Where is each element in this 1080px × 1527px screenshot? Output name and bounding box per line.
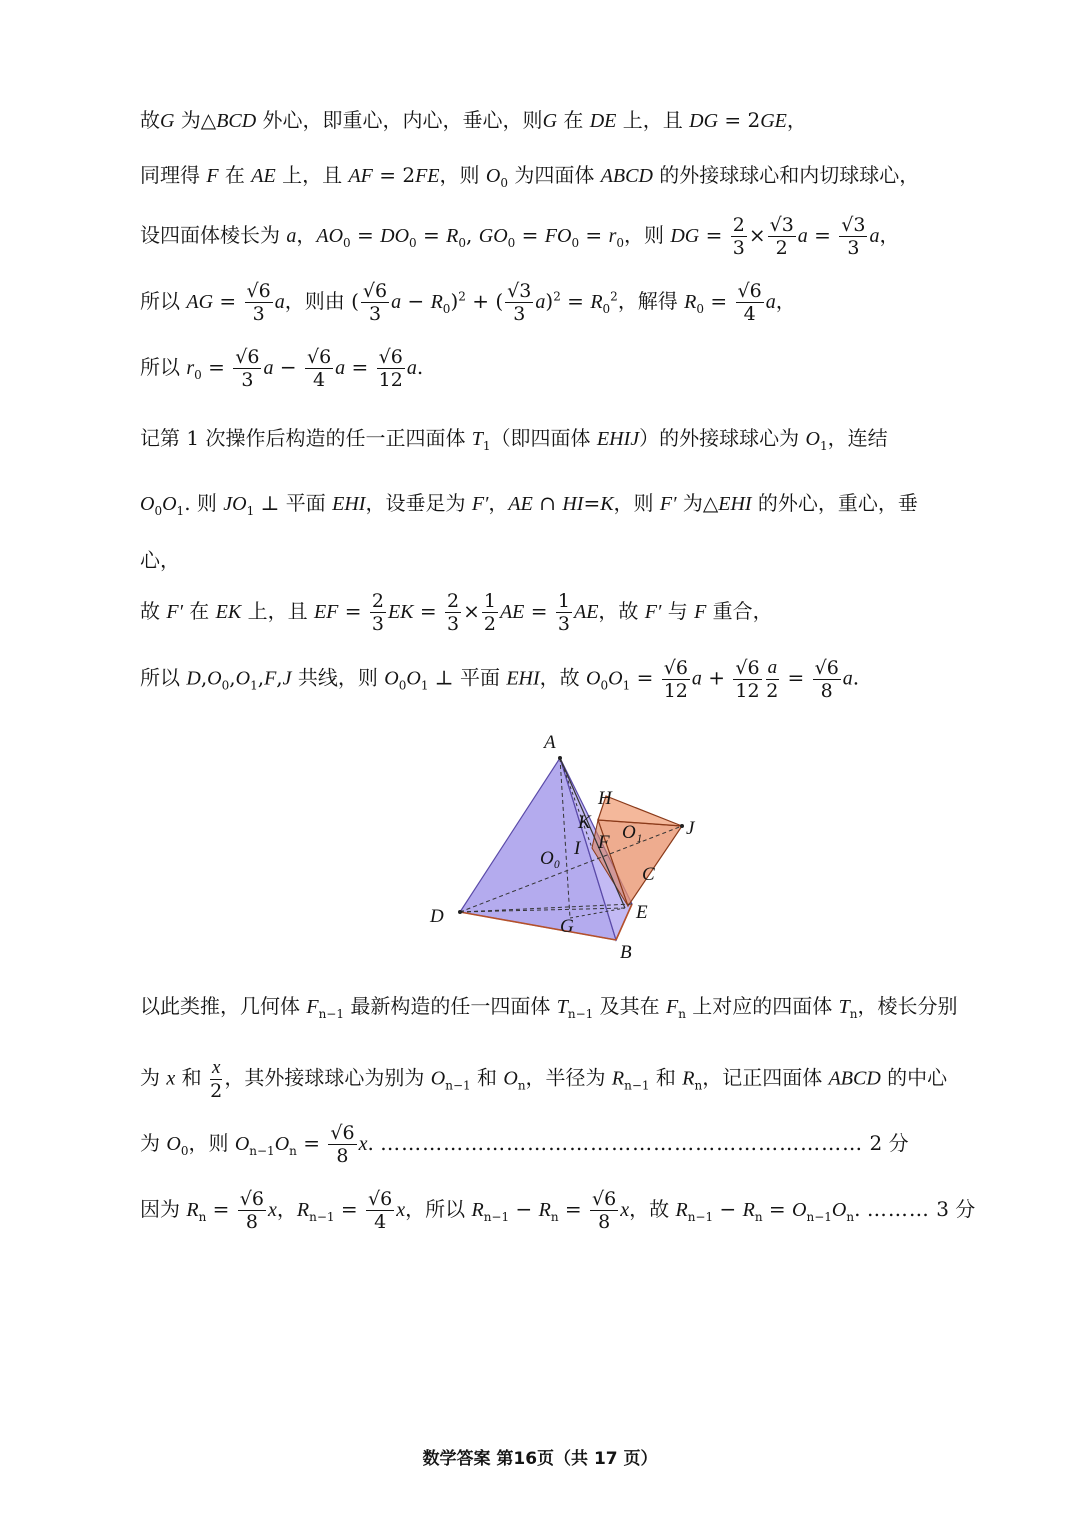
tetrahedron-figure	[420, 728, 720, 968]
page-footer: 数学答案 第16页（共 17 页）	[422, 1449, 658, 1469]
line-3: 设四面体棱长为 a，$AO_0 = DO_0 = R_0$, $GO_0 = FO_0 = r_0$，则 DG = $\frac{2}{3}$ × $\frac{√3}{2}$ a = $\frac{√3}{3}$ a，	[140, 214, 900, 259]
label-k: K	[578, 812, 591, 833]
label-h: H	[598, 788, 612, 809]
line-8: 心，	[140, 548, 180, 572]
label-a: A	[544, 732, 556, 753]
line-6: 记第 1 次操作后构造的任一正四面体 $T_1$（即四面体 EHIJ）的外接球球心为 $O_1$，连结	[140, 426, 888, 453]
score-2: 2 分	[869, 1131, 909, 1155]
line-9: 故 F′ 在 EK 上，且 EF = $\frac{2}{3}$ EK = $\frac{2}{3}$ × $\frac{1}{2}$ AE = $\frac{1}{3}$ AE，故 F′ 与 F 重合，	[140, 590, 773, 635]
line-5: 所以 $r_0$ = $\frac{√6}{3}$ a − $\frac{√6}{4}$ a = $\frac{√6}{12}$ a.	[140, 346, 424, 391]
line-1: 故G 为△BCD 外心，即重心，内心，垂心，则G 在 DE 上，且 DG = 2GE，	[140, 108, 807, 132]
line-11: 以此类推，几何体 $F_{n-1}$ 最新构造的任一四面体 $T_{n-1}$ 及其在 $F_n$ 上对应的四面体 $T_n$，棱长分别	[140, 994, 958, 1021]
label-j: J	[686, 818, 695, 839]
line-14: 因为 $R_n$ = $\frac{√6}{8}$ x，$R_{n-1}$ = $\frac{√6}{4}$ x，所以 $R_{n-1} - R_n$ = $\frac{√6}{8}$ x，故 $R_{n-1} - R_n = O_{n-1}O_n$. ……… 3 分	[140, 1188, 976, 1233]
line-10: 所以 $D,O_0,O_1,F,J$ 共线，则 $O_0O_1$ ⊥ 平面 EHI，故 $O_0O_1$ = $\frac{√6}{12}$ a + $\frac{√6}{12}$ $\frac{a}{2}$ = $\frac{√6}{8}$ a.	[140, 656, 860, 702]
label-o0: O₀	[540, 848, 561, 869]
line-12: 为 x 和 $\frac{x}{2}$ ，其外接球球心为别为 $O_{n-1}$ 和 $O_n$，半径为 $R_{n-1}$ 和 $R_n$，记正四面体 ABCD 的中心	[140, 1057, 948, 1102]
label-b: B	[620, 942, 632, 963]
label-d: D	[430, 906, 444, 927]
line-13: 为 $O_0$，则 $O_{n-1}O_n$ = $\frac{√6}{8}$ x. …………………………………………………………… 2 分	[140, 1122, 909, 1167]
label-i: I	[574, 838, 581, 859]
score-3: 3 分	[936, 1197, 976, 1221]
label-c: C	[642, 864, 655, 885]
line-7: $O_0O_1$. 则 $JO_1$ ⊥ 平面 EHI，设垂足为 F′，AE ∩ HI=K，则 F′ 为△EHI 的外心，重心，垂	[140, 491, 918, 518]
label-o1: O₁	[622, 822, 643, 843]
label-g: G	[560, 916, 574, 937]
label-e: E	[636, 902, 648, 923]
label-f: F	[598, 832, 610, 853]
line-4: 所以 AG = $\frac{√6}{3}$ a，则由 ( $\frac{√6}{3}$ $a - R_0)^2$ + ( $\frac{√3}{3}$ $a)^2 = R_0^2$，解得 $R_0$ = $\frac{√6}{4}$ a，	[140, 280, 796, 325]
line-2: 同理得 F 在 AE 上，且 AF = 2FE，则 $O_0$ 为四面体 ABCD 的外接球球心和内切球球心，	[140, 163, 920, 190]
